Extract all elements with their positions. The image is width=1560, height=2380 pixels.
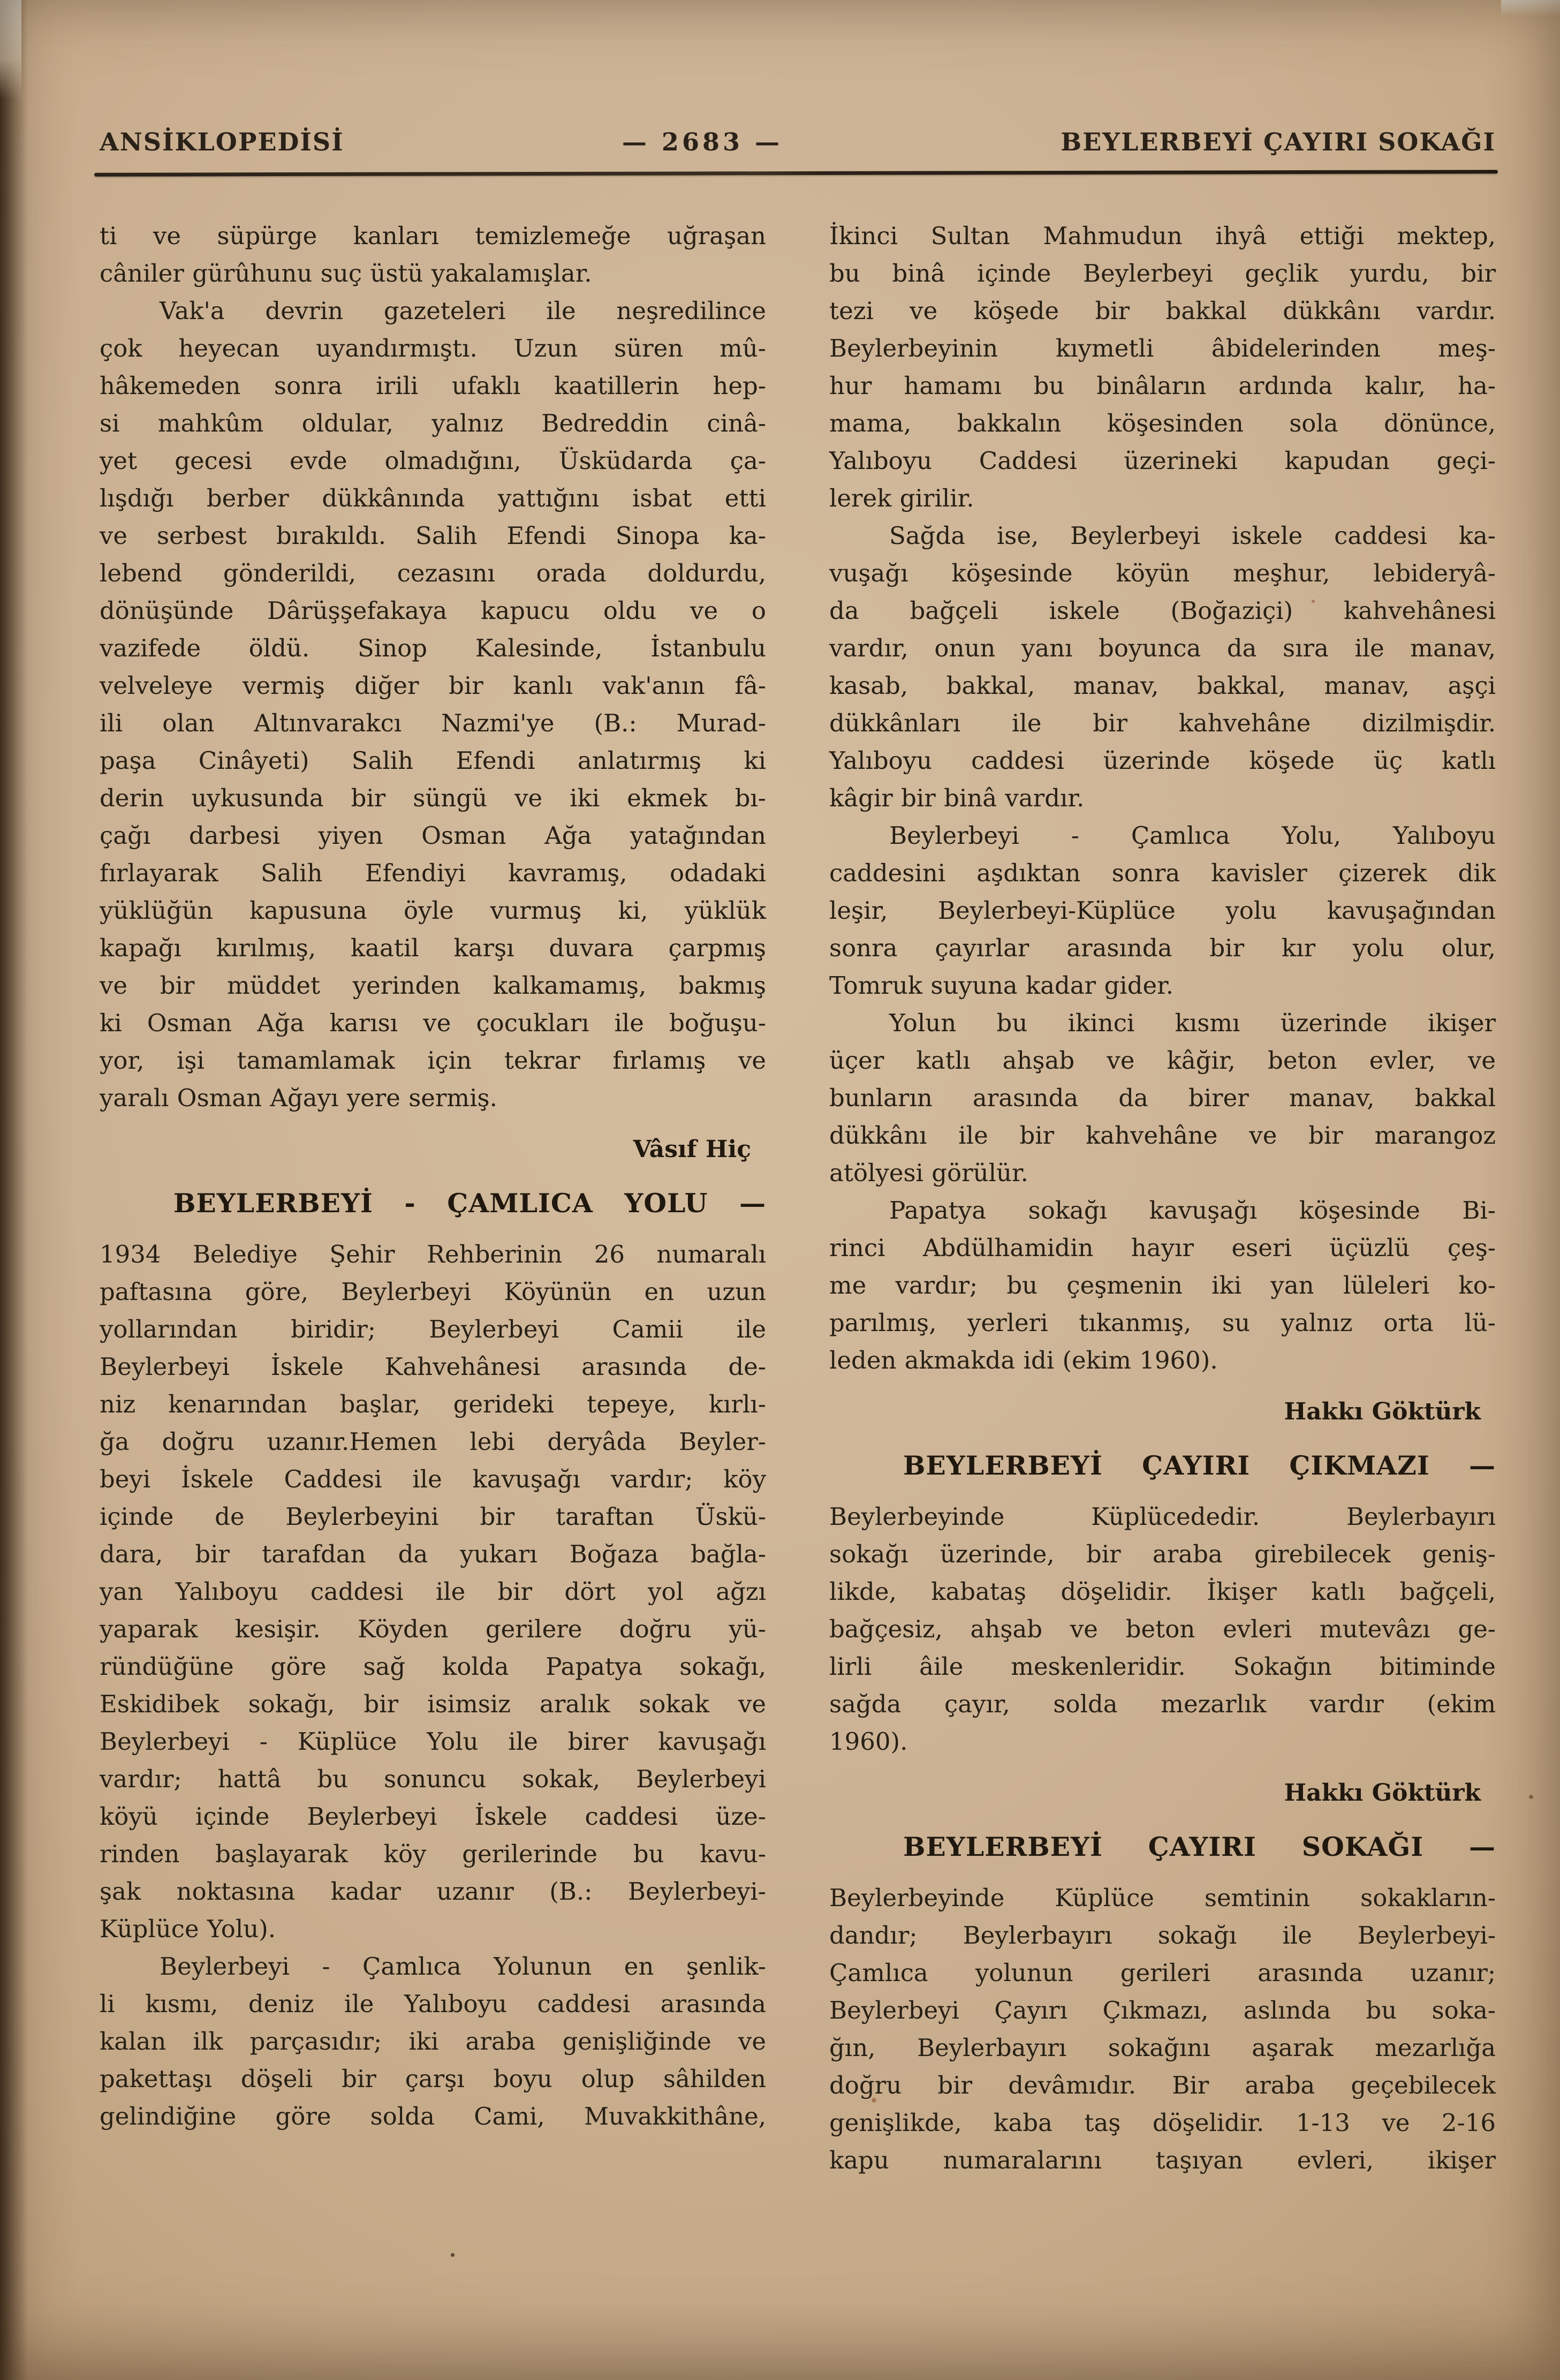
text-line: kapu numaralarını taşıyan evleri, ikişer (829, 2146, 1496, 2174)
text-line: Beylerbeyinde Küplüce semtinin sokakların- (829, 1884, 1496, 1912)
text-line: pakettaşı döşeli bir çarşı boyu olup sâhilden (100, 2065, 766, 2093)
text-line: li kısmı, deniz ile Yalıboyu caddesi arasında (100, 1990, 766, 2018)
text-line: dara, bir tarafdan da yukarı Boğaza bağla- (100, 1540, 766, 1568)
text-line: niz kenarından başlar, gerideki tepeye, kırlı- (100, 1390, 766, 1418)
text-line: Beylerbeyi - Küplüce Yolu ile birer kavuşağı (100, 1727, 766, 1756)
text-line: lışdığı berber dükkânında yattığını isbat etti (100, 484, 766, 512)
text-line: içinde de Beylerbeyini bir taraftan Üskü- (100, 1502, 766, 1531)
page-number: — 2683 — (622, 127, 783, 156)
paragraph (829, 217, 1496, 517)
text-line: yan Yalıboyu caddesi ile bir dört yol ağzı (100, 1577, 766, 1606)
text-line: dandır; Beylerbayırı sokağı ile Beylerbeyi- (829, 1921, 1496, 1950)
text-line: derin uykusunda bir süngü ve iki ekmek bı- (100, 784, 766, 812)
text-line: yollarından biridir; Beylerbeyi Camii ile (100, 1315, 766, 1343)
page-header (100, 127, 1496, 156)
text-line: beyi İskele Caddesi ile kavuşağı vardır; köy (100, 1465, 766, 1493)
text-line: 1934 Belediye Şehir Rehberinin 26 numaralı (100, 1240, 766, 1268)
text-line: tezi ve köşede bir bakkal dükkânı vardır. (829, 297, 1496, 325)
text-line: Çamlıca yolunun gerileri arasında uzanır; (829, 1959, 1496, 1987)
text-line: doğru bir devâmıdır. Bir araba geçebilecek (829, 2071, 1496, 2099)
paragraph (829, 1192, 1496, 1379)
paragraph (829, 1879, 1496, 2179)
text-line: ki Osman Ağa karısı ve çocukları ile boğuşu- (100, 1009, 766, 1037)
author-signature: Vâsıf Hiç (633, 1136, 751, 1163)
text-line: parılmış, yerleri tıkanmış, su yalnız orta lü- (829, 1309, 1496, 1337)
text-line: kâgir bir binâ vardır. (829, 784, 1085, 812)
text-line: leden akmakda idi (ekim 1960). (829, 1346, 1218, 1374)
text-line: çağı darbesi yiyen Osman Ağa yatağından (100, 821, 766, 850)
scan-artifact-corner (1501, 0, 1560, 16)
text-line: vuşağı köşesinde köyün meşhur, lebideryâ- (829, 559, 1496, 587)
text-line: Beylerbeyi İskele Kahvehânesi arasında de- (100, 1353, 766, 1381)
text-line: hur hamamı bu binâların ardında kalır, ha- (829, 372, 1496, 400)
header-entry-title: BEYLERBEYİ ÇAYIRI SOKAĞI (1061, 127, 1496, 156)
text-line: ti ve süpürge kanları temizlemeğe uğraşan (100, 222, 766, 250)
text-line: yaparak kesişir. Köyden gerilere doğru yü- (100, 1615, 766, 1643)
scan-artifact-corner (0, 0, 21, 99)
text-line: likde, kabataş döşelidir. İkişer katlı bağçeli, (829, 1577, 1496, 1606)
text-line: Papatya sokağı kavuşağı köşesinde Bi- (889, 1196, 1496, 1225)
entry-heading: BEYLERBEYİ - ÇAMLICA YOLU — (173, 1188, 766, 1219)
text-line: paftasına göre, Beylerbeyi Köyünün en uzun (100, 1278, 766, 1306)
text-line: yüklüğün kapusuna öyle vurmuş ki, yüklük (100, 896, 766, 925)
text-line: ve serbest bırakıldı. Salih Efendi Sinopa ka- (100, 522, 766, 550)
text-line: fırlayarak Salih Efendiyi kavramış, odadaki (100, 859, 766, 887)
author-signature: Hakkı Göktürk (1284, 1779, 1481, 1807)
text-line: sokağı üzerinde, bir araba girebilecek geniş- (829, 1540, 1496, 1568)
paragraph (100, 292, 766, 1117)
text-line: yor, işi tamamlamak için tekrar fırlamış ve (100, 1046, 766, 1075)
text-line: sağda çayır, solda mezarlık vardır (ekim (829, 1690, 1496, 1718)
text-line: Yalıboyu Caddesi üzerineki kapudan geçi- (829, 447, 1496, 475)
text-line: kapağı kırılmış, kaatil karşı duvara çarpmış (100, 934, 766, 962)
paragraph (100, 1948, 766, 2135)
text-line: hâkemeden sonra irili ufaklı kaatillerin hep- (100, 372, 766, 400)
paragraph (829, 1498, 1496, 1761)
text-line: çok heyecan uyandırmıştı. Uzun süren mû- (100, 334, 766, 362)
text-line: kasab, bakkal, manav, bakkal, manav, aşçi (829, 671, 1496, 700)
text-line: Beylerbeyi - Çamlıca Yolunun en şenlik- (160, 1952, 766, 1981)
column-right (829, 217, 1496, 2179)
paragraph (100, 217, 766, 292)
text-line: lirli âile meskenleridir. Sokağın bitiminde (829, 1652, 1496, 1681)
text-line: Beylerbeyinin kıymetli âbidelerinden meş- (829, 334, 1496, 362)
text-line: sonra çayırlar arasında bir kır yolu olur, (829, 934, 1496, 962)
text-line: şak noktasına kadar uzanır (B.: Beylerbeyi- (100, 1877, 766, 1906)
text-line: lerek girilir. (829, 484, 974, 512)
text-line: me vardır; bu çeşmenin iki yan lüleleri ko- (829, 1271, 1496, 1299)
text-line: bu binâ içinde Beylerbeyi geçlik yurdu, bir (829, 259, 1496, 288)
text-line: Beylerbeyi - Çamlıca Yolu, Yalıboyu (889, 821, 1496, 850)
text-line: rinden başlayarak köy gerilerinde bu kavu- (100, 1840, 766, 1868)
header-work-title: ANSİKLOPEDİSİ (100, 127, 344, 156)
text-line: kalan ilk parçasıdır; iki araba genişliğinde ve (100, 2027, 766, 2056)
text-line: gelindiğine göre solda Cami, Muvakkithâne, (100, 2102, 766, 2130)
text-line: si mahkûm oldular, yalnız Bedreddin cinâ- (100, 409, 766, 437)
text-line: Yolun bu ikinci kısmı üzerinde ikişer (889, 1009, 1496, 1037)
text-line: ili olan Altınvarakcı Nazmi'ye (B.: Murad- (100, 709, 766, 737)
text-line: İkinci Sultan Mahmudun ihyâ ettiği mektep, (829, 222, 1496, 250)
text-line: Vak'a devrin gazeteleri ile neşredilince (160, 297, 766, 325)
text-line: dükkânları ile bir kahvehâne dizilmişdir. (829, 709, 1496, 737)
text-line: bunların arasında da birer manav, bakkal (829, 1084, 1496, 1112)
entry-heading: BEYLERBEYİ ÇAYIRI ÇIKMAZI — (903, 1450, 1496, 1481)
text-line: Eskidibek sokağı, bir isimsiz aralık sokak ve (100, 1690, 766, 1718)
column-left (100, 217, 766, 2179)
text-line: ğın, Beylerbayırı sokağını aşarak mezarlığa (829, 2034, 1496, 2062)
text-line: vazifede öldü. Sinop Kalesinde, İstanbulu (100, 634, 766, 662)
paragraph (829, 1004, 1496, 1192)
text-line: da bağçeli iskele (Boğaziçi) kahvehânesi (829, 596, 1496, 625)
text-line: Beylerbeyi Çayırı Çıkmazı, aslında bu soka- (829, 1996, 1496, 2024)
text-line: câniler gürûhunu suç üstü yakalamışlar. (100, 259, 592, 288)
article-columns (100, 217, 1496, 2179)
paper-speck (1529, 1795, 1533, 1799)
text-line: dükkânı ile bir kahvehâne ve bir marangoz (829, 1121, 1496, 1150)
text-line: köyü içinde Beylerbeyi İskele caddesi üze- (100, 1802, 766, 1831)
paragraph (829, 817, 1496, 1004)
text-line: Tomruk suyuna kadar gider. (829, 971, 1173, 1000)
paragraph (829, 517, 1496, 817)
text-line: atölyesi görülür. (829, 1159, 1028, 1187)
text-line: ğa doğru uzanır.Hemen lebi deryâda Beyler- (100, 1427, 766, 1456)
header-rule (94, 170, 1498, 176)
text-line: Küplüce Yolu). (100, 1915, 276, 1943)
text-line: ründüğüne göre sağ kolda Papatya sokağı, (100, 1652, 766, 1681)
paper-speck (451, 2253, 455, 2257)
text-line: Sağda ise, Beylerbeyi iskele caddesi ka- (889, 522, 1496, 550)
text-line: rinci Abdülhamidin hayır eseri üçüzlü çeş- (829, 1234, 1496, 1262)
text-line: dönüşünde Dârüşşefakaya kapucu oldu ve o (100, 596, 766, 625)
text-line: velveleye vermiş diğer bir kanlı vak'anın fâ- (100, 671, 766, 700)
text-line: vardır; hattâ bu sonuncu sokak, Beylerbeyi (100, 1765, 766, 1793)
entry-heading: BEYLERBEYİ ÇAYIRI SOKAĞI — (903, 1831, 1496, 1862)
paragraph (100, 1236, 766, 1948)
text-line: Beylerbeyinde Küplücededir. Beylerbayırı (829, 1502, 1496, 1531)
text-line: üçer katlı ahşab ve kâğir, beton evler, ve (829, 1046, 1496, 1075)
text-line: leşir, Beylerbeyi-Küplüce yolu kavuşağından (829, 896, 1496, 925)
text-line: lebend gönderildi, cezasını orada doldurdu, (100, 559, 766, 587)
text-line: yet gecesi evde olmadığını, Üsküdarda ça- (100, 447, 766, 475)
scan-gutter-shadow (0, 0, 28, 2380)
text-line: ve bir müddet yerinden kalkamamış, bakmış (100, 971, 766, 1000)
text-line: 1960). (829, 1727, 908, 1756)
text-line: genişlikde, kaba taş döşelidir. 1-13 ve 2-16 (829, 2109, 1496, 2137)
text-line: mama, bakkalın köşesinden sola dönünce, (829, 409, 1496, 437)
text-line: yaralı Osman Ağayı yere sermiş. (100, 1084, 497, 1112)
text-line: vardır, onun yanı boyunca da sıra ile manav, (829, 634, 1496, 662)
text-line: paşa Cinâyeti) Salih Efendi anlatırmış ki (100, 746, 766, 775)
text-line: bağçesiz, ahşab ve beton evleri mutevâzı ge- (829, 1615, 1496, 1643)
text-line: Yalıboyu caddesi üzerinde köşede üç katlı (829, 746, 1496, 775)
text-line: caddesini aşdıktan sonra kavisler çizerek dik (829, 859, 1496, 887)
author-signature: Hakkı Göktürk (1284, 1398, 1481, 1425)
